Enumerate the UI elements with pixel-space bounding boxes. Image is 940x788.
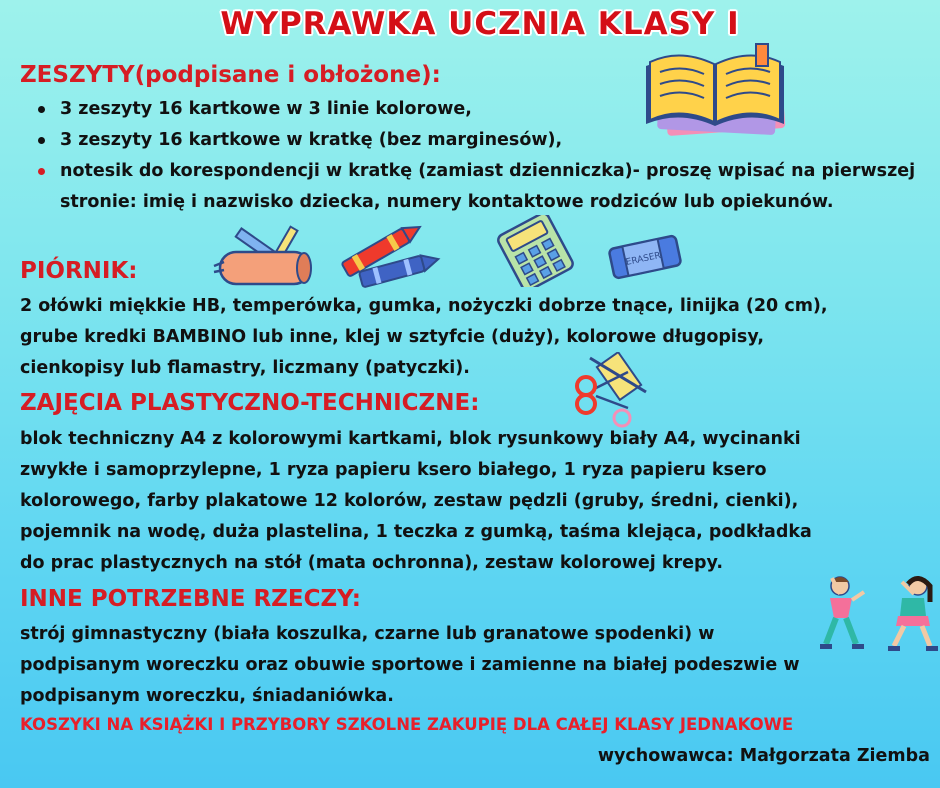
- list-item: 3 zeszyty 16 kartkowe w kratkę (bez marginesów),: [38, 125, 928, 156]
- text-line: blok techniczny A4 z kolorowymi kartkami, blok rysunkowy biały A4, wycinanki: [20, 429, 801, 449]
- eraser-label: ERASER: [625, 250, 662, 268]
- plastyka-text: [20, 424, 940, 579]
- text-line: 2 ołówki miękkie HB, temperówka, gumka, nożyczki dobrze tnące, linijka (20 cm),: [20, 296, 828, 316]
- text-line: kolorowego, farby plakatowe 12 kolorów, zestaw pędzli (gruby, średni, cienki),: [20, 491, 799, 511]
- inne-text: [20, 619, 820, 712]
- scissors-icon: [570, 352, 650, 430]
- child-right: [888, 577, 938, 651]
- signature: wychowawca: Małgorzata Ziemba: [597, 746, 930, 766]
- calculator-icon: [495, 215, 575, 287]
- text-line: do prac plastycznych na stół (mata ochronna), zestaw kolorowej krepy.: [20, 553, 723, 573]
- child-left: [820, 577, 864, 649]
- text-line: podpisanym woreczku oraz obuwie sportowe i zamienne na białej podeszwie w: [20, 655, 800, 675]
- text-line: pojemnik na wodę, duża plastelina, 1 teczka z gumką, taśma klejąca, podkładka: [20, 522, 812, 542]
- children-exercising-icon: [818, 572, 940, 654]
- pencil-case-icon: [210, 222, 320, 290]
- section-heading-piornik: PIÓRNIK:: [20, 258, 138, 284]
- section-heading-zeszyty: ZESZYTY(podpisane i obłożone):: [20, 62, 441, 88]
- book-icon: [640, 42, 790, 138]
- section-heading-plastyka: ZAJĘCIA PLASTYCZNO-TECHNICZNE:: [20, 390, 480, 416]
- baskets-note: KOSZYKI NA KSIĄŻKI I PRZYBORY SZKOLNE ZAKUPIĘ DLA CAŁEJ KLASY JEDNAKOWE: [20, 715, 794, 734]
- crayons-icon: [330, 220, 445, 290]
- page-title: WYPRAWKA UCZNIA KLASY I: [220, 6, 740, 42]
- piornik-text: [20, 291, 940, 384]
- list-item: notesik do korespondencji w kratkę (zamiast dzienniczka)- proszę wpisać na pierwszej stronie: imię i nazwisko dziecka, numery kontaktowe rodziców lub opiekunów.: [38, 156, 928, 218]
- text-line: zwykłe i samoprzylepne, 1 ryza papieru ksero białego, 1 ryza papieru ksero: [20, 460, 767, 480]
- section-heading-inne: INNE POTRZEBNE RZECZY:: [20, 586, 361, 612]
- text-line: grube kredki BAMBINO lub inne, klej w sztyfcie (duży), kolorowe długopisy,: [20, 327, 765, 347]
- list-item: 3 zeszyty 16 kartkowe w 3 linie kolorowe,: [38, 94, 928, 125]
- text-line: podpisanym woreczku, śniadaniówka.: [20, 686, 394, 706]
- text-line: strój gimnastyczny (biała koszulka, czarne lub granatowe spodenki) w: [20, 624, 715, 644]
- eraser-icon: [605, 230, 685, 284]
- zeszyty-list: [38, 94, 928, 218]
- text-line: cienkopisy lub flamastry, liczmany (patyczki).: [20, 358, 470, 378]
